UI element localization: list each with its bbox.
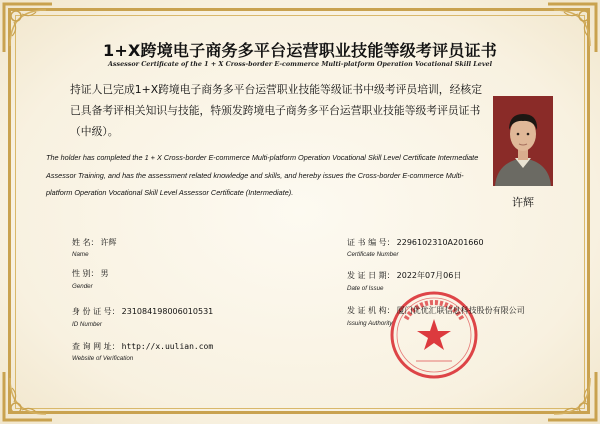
official-seal-icon: [388, 289, 480, 381]
name-value: 许辉: [100, 238, 117, 247]
certificate-number-label-en: Certificate Number: [347, 251, 399, 258]
chinese-statement: 持证人已完成1+X跨境电子商务多平台运营职业技能等级证书中级考评员培训，经核定已具备考评相关知识与技能，特颁发跨境电子商务多平台运营职业技能等级考评员证书（中级）。: [70, 83, 482, 138]
photo-caption-name: 许辉: [512, 196, 534, 209]
issue-date-value: 2022年07月06日: [396, 271, 462, 280]
issuing-authority-field: [347, 305, 525, 316]
name-label-en: Name: [72, 251, 89, 258]
gender-label: 性 别：: [72, 269, 99, 278]
issue-date-label-en: Date of Issue: [347, 285, 384, 292]
issue-date-field: [347, 270, 461, 281]
certificate-number-field: [347, 237, 484, 248]
holder-photo: [493, 96, 553, 186]
name-label: 姓 名：: [72, 238, 99, 247]
gender-field: [72, 268, 109, 279]
website-value[interactable]: http://x.uulian.com: [121, 342, 214, 351]
certificate-number-label: 证 书 编 号：: [347, 238, 395, 247]
issuing-authority-value: 厦门优优汇联信息科技股份有限公司: [396, 306, 525, 315]
name-field: [72, 237, 117, 248]
website-label: 查 询 网 址：: [72, 342, 120, 351]
certificate-subtitle: Assessor Certificate of the 1 + X Cross-border E-commerce Multi-platform Operation Vocational Skill Level: [107, 60, 493, 68]
portrait-icon: [493, 96, 553, 186]
website-field: [72, 341, 213, 352]
english-statement: The holder has completed the 1 + X Cross-border E-commerce Multi-platform Operation Vocational Skill Level Certificate Intermediate Assessor Training, and has the assessment related knowledge and skills, and hereby issues the Cross-border E-commerce Multi-platform Operation Vocational Skill Level Assessor Certificate (Intermediate).: [46, 153, 479, 198]
gender-value: 男: [100, 269, 109, 278]
corner-ornament-icon: [544, 368, 600, 424]
issue-date-label: 发 证 日 期：: [347, 271, 395, 280]
gender-label-en: Gender: [72, 283, 93, 290]
id-number-label-en: ID Number: [72, 321, 102, 328]
issuing-authority-label: 发 证 机 构：: [347, 306, 395, 315]
website-label-en: Website of Verification: [72, 355, 134, 362]
id-number-value: 231084198006010531: [121, 307, 214, 316]
id-number-field: [72, 306, 213, 317]
issuing-authority-label-en: Issuing Authority: [347, 320, 393, 327]
certificate-title: 1+X跨境电子商务多平台运营职业技能等级考评员证书: [103, 41, 497, 60]
certificate-number-value: 2296102310A201660: [396, 238, 484, 247]
corner-ornament-icon: [0, 368, 56, 424]
id-number-label: 身 份 证 号：: [72, 307, 120, 316]
